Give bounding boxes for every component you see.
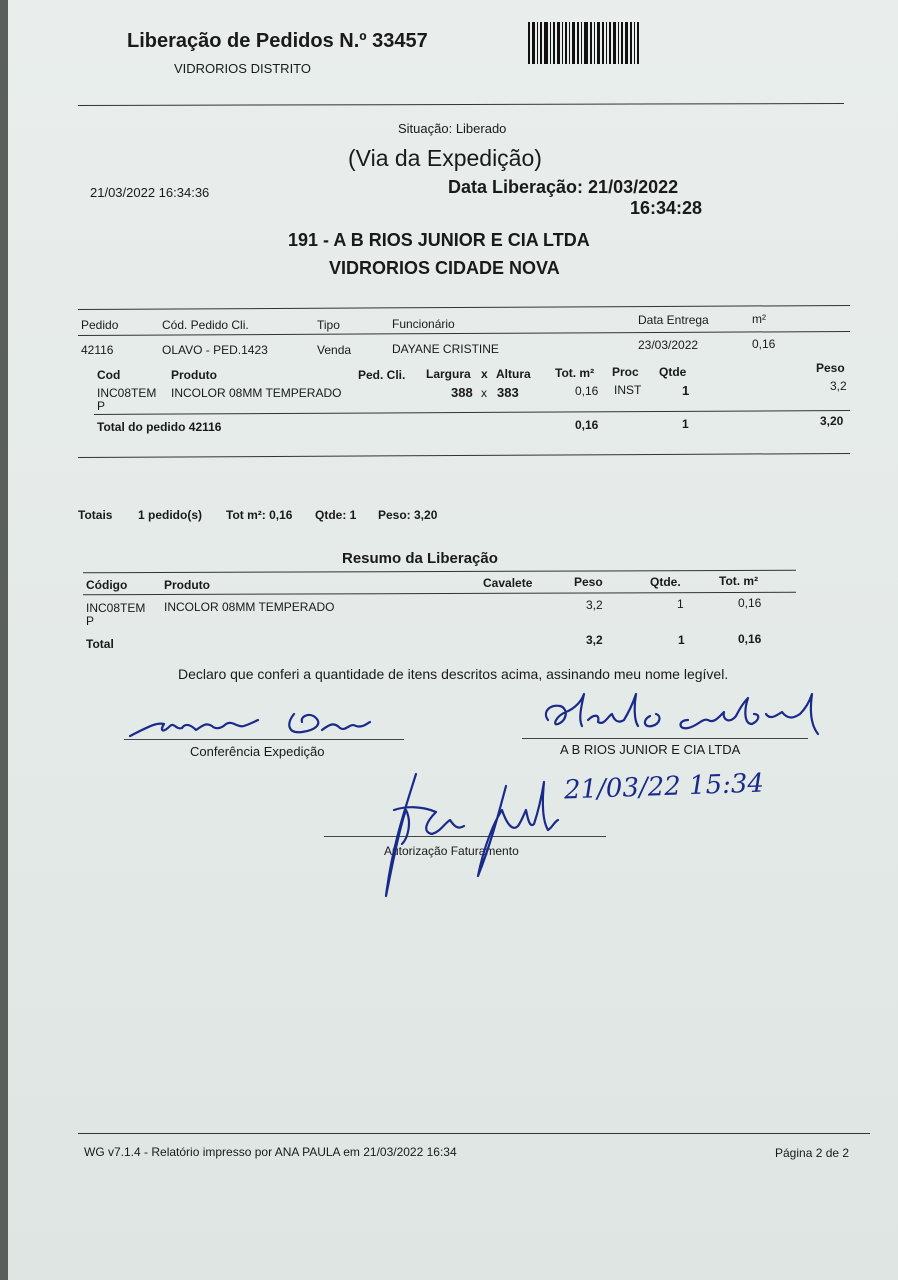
col-header-data-entrega: Data Entrega <box>638 313 709 327</box>
order-funcionario: DAYANE CRISTINE <box>392 342 499 356</box>
resumo-tot-m2: 0,16 <box>738 596 762 610</box>
item-header-peso: Peso <box>816 361 845 375</box>
order-total-m2: 0,16 <box>575 418 599 432</box>
divider <box>78 453 850 458</box>
via-text: (Via da Expedição) <box>348 145 542 171</box>
resumo-header-cavalete: Cavalete <box>483 576 533 590</box>
footer-divider <box>78 1133 870 1134</box>
totais-pedidos: 1 pedido(s) <box>138 508 203 522</box>
col-header-m2: m² <box>752 312 766 326</box>
divider <box>94 410 850 415</box>
col-header-cod-cli: Cód. Pedido Cli. <box>162 318 249 332</box>
totais-label: Totais <box>78 508 113 522</box>
item-header-tot-m2: Tot. m² <box>555 366 595 380</box>
col-header-tipo: Tipo <box>317 318 340 332</box>
item-cod-suffix: P <box>97 399 106 413</box>
resumo-total-m2: 0,16 <box>738 632 762 646</box>
col-header-pedido: Pedido <box>81 318 119 332</box>
declaration: Declaro que conferi a quantidade de itens descritos acima, assinando meu nome legível. <box>178 666 729 682</box>
item-cod: INC08TEM <box>97 386 157 400</box>
resumo-codigo: INC08TEM <box>86 601 146 615</box>
totais-peso: Peso: 3,20 <box>378 508 438 522</box>
item-qtde: 1 <box>682 383 690 398</box>
item-header-largura: Largura <box>426 367 471 381</box>
item-header-qtde: Qtde <box>659 365 687 379</box>
item-header-cod: Cod <box>97 368 121 382</box>
situacao-text: Situação: Liberado <box>398 121 507 136</box>
client-store: VIDRORIOS CIDADE NOVA <box>329 258 560 278</box>
resumo-peso: 3,2 <box>586 598 603 612</box>
footer-left: WG v7.1.4 - Relatório impresso por ANA PAULA em 21/03/2022 16:34 <box>84 1145 457 1159</box>
col-header-funcionario: Funcionário <box>392 317 455 331</box>
order-pedido: 42116 <box>81 343 114 357</box>
item-peso: 3,2 <box>830 379 847 393</box>
resumo-header-peso: Peso <box>574 575 603 589</box>
signature-conferencia <box>126 700 376 745</box>
resumo-header-produto: Produto <box>164 578 210 592</box>
autorizacao-label: Autorização Faturamento <box>384 844 519 858</box>
resumo-header-codigo: Código <box>86 578 128 592</box>
client-signature-label: A B RIOS JUNIOR E CIA LTDA <box>560 742 741 757</box>
resumo-produto: INCOLOR 08MM TEMPERADO <box>164 600 335 614</box>
item-altura: 383 <box>497 385 519 400</box>
item-header-proc: Proc <box>612 365 639 379</box>
item-proc: INST <box>614 383 642 397</box>
totais-qtde: Qtde: 1 <box>315 508 357 522</box>
item-tot-m2: 0,16 <box>575 384 599 398</box>
resumo-header-tot-m2: Tot. m² <box>719 574 759 588</box>
resumo-qtde: 1 <box>677 597 684 611</box>
item-header-ped-cli: Ped. Cli. <box>358 368 406 382</box>
data-liberacao-time: 16:34:28 <box>630 198 703 218</box>
company-name: VIDRORIOS DISTRITO <box>174 61 311 76</box>
conferencia-label: Conferência Expedição <box>190 744 325 759</box>
resumo-title: Resumo da Liberação <box>342 550 498 567</box>
barcode <box>528 22 664 64</box>
footer-right: Página 2 de 2 <box>775 1146 850 1160</box>
order-cod-cli: OLAVO - PED.1423 <box>162 343 268 357</box>
document-page <box>8 0 898 1280</box>
resumo-codigo-suffix: P <box>86 614 95 628</box>
order-total-peso: 3,20 <box>820 414 844 428</box>
signature-autorizacao <box>366 766 576 906</box>
data-liberacao: Data Liberação: 21/03/2022 <box>448 177 679 197</box>
resumo-total-qtde: 1 <box>678 633 685 647</box>
item-header-produto: Produto <box>171 368 217 382</box>
client-name: 191 - A B RIOS JUNIOR E CIA LTDA <box>288 230 590 250</box>
divider <box>78 305 850 310</box>
signature-client <box>538 690 838 750</box>
printed-at: 21/03/2022 16:34:36 <box>90 185 210 200</box>
resumo-header-qtde: Qtde. <box>650 575 681 589</box>
totais-m2: Tot m²: 0,16 <box>226 508 293 522</box>
order-m2: 0,16 <box>752 337 776 351</box>
order-total-qtde: 1 <box>682 417 689 431</box>
resumo-total-peso: 3,2 <box>586 633 603 647</box>
resumo-total-label: Total <box>86 637 114 651</box>
document-title: Liberação de Pedidos N.º 33457 <box>127 30 428 52</box>
item-header-x: x <box>481 367 488 381</box>
order-data-entrega: 23/03/2022 <box>638 338 699 352</box>
item-produto: INCOLOR 08MM TEMPERADO <box>171 386 342 400</box>
item-x: x <box>481 386 487 400</box>
order-tipo: Venda <box>317 343 352 357</box>
handwritten-date: 21/03/22 15:34 <box>563 768 765 806</box>
divider <box>83 592 796 595</box>
divider <box>83 570 796 573</box>
divider <box>78 103 844 106</box>
item-header-altura: Altura <box>496 367 531 381</box>
order-total-label: Total do pedido 42116 <box>97 420 222 434</box>
item-largura: 388 <box>451 385 473 400</box>
